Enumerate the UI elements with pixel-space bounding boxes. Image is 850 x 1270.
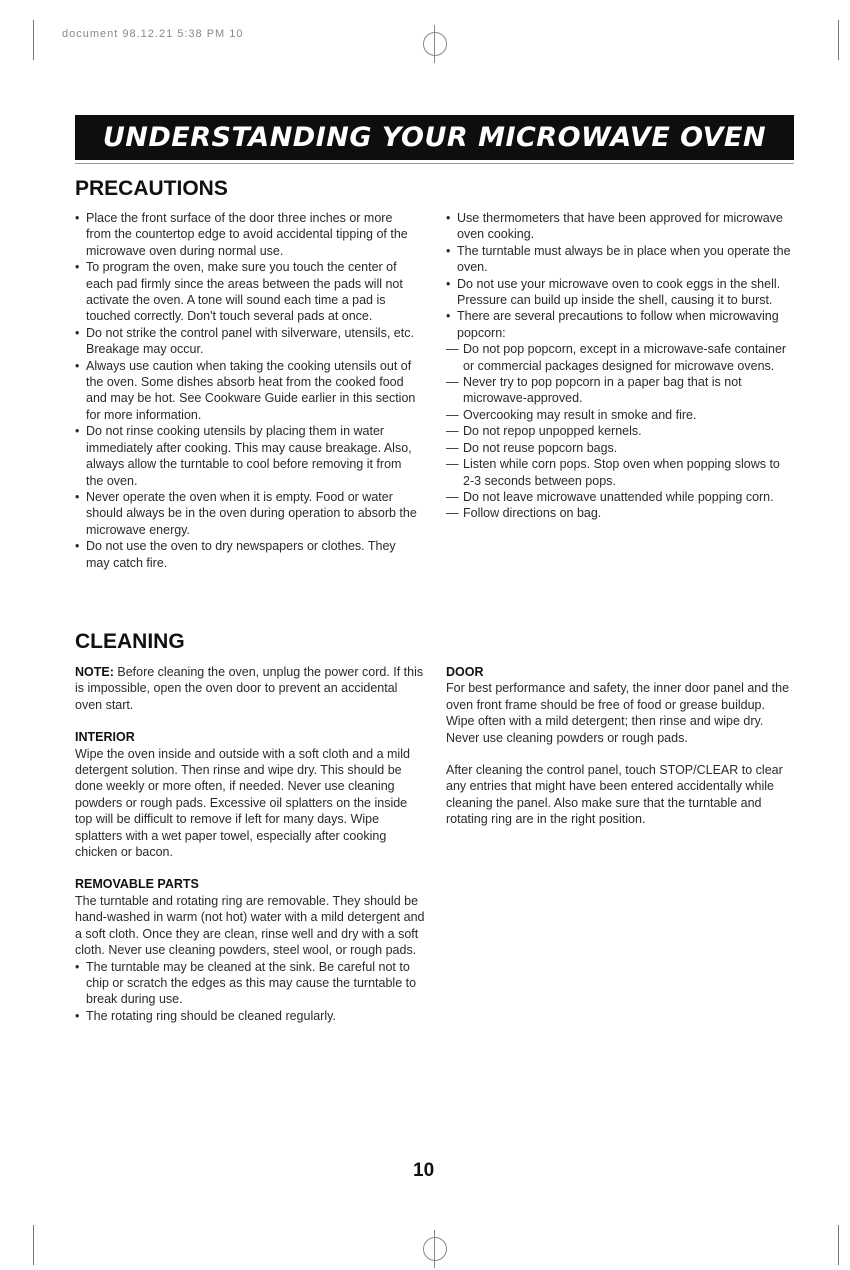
door-text: For best performance and safety, the inner door panel and the oven front frame should be free of food or grease buildup. Wipe often with a mild detergent; then rinse and wipe dry. Never use cleaning powders or rough pads.	[446, 681, 790, 745]
precautions-heading: PRECAUTIONS	[75, 177, 228, 200]
list-item: • There are several precautions to follow when microwaving popcorn:	[446, 308, 794, 341]
page-banner-title: UNDERSTANDING YOUR MICROWAVE OVEN	[75, 115, 794, 160]
list-item: — Overcooking may result in smoke and fire.	[446, 407, 794, 423]
note-text: Before cleaning the oven, unplug the power cord. If this is impossible, open the oven door to prevent an accidental oven start.	[75, 665, 424, 712]
removable-parts-list	[75, 959, 425, 1025]
interior-text: Wipe the oven inside and outside with a soft cloth and a mild detergent solution. Then rinse and wipe dry. This should be done weekly or more often, if needed. Never use cleaning powders or rough pads. Excessive oil splatters on the inside top will be difficult to remove if left for many days. Wipe splatters with a wet paper towel, especially after cooking chicken or bacon.	[75, 746, 410, 860]
banner-divider	[75, 163, 794, 164]
registration-mark-bottom	[423, 1237, 447, 1261]
cleaning-note	[75, 664, 425, 713]
list-item: — Follow directions on bag.	[446, 505, 794, 521]
list-item: • Never operate the oven when it is empty. Food or water should always be in the oven during operation to absorb the microwave energy.	[75, 489, 420, 538]
cleaning-left-column	[75, 664, 425, 1024]
list-item: • Always use caution when taking the cooking utensils out of the oven. Some dishes absorb heat from the cooked food and may be hot. See Cookware Guide earlier in this section for more information.	[75, 358, 420, 424]
list-item: • The turntable must always be in place when you operate the oven.	[446, 243, 794, 276]
control-panel-cleaning-text: After cleaning the control panel, touch STOP/CLEAR to clear any entries that might have been entered accidentally while cleaning the panel. Also make sure that the turntable and rotating ring are in the right position.	[446, 763, 783, 827]
list-item: • The rotating ring should be cleaned regularly.	[75, 1008, 425, 1024]
cleaning-right-column	[446, 664, 794, 828]
list-item: • Place the front surface of the door three inches or more from the countertop edge to avoid accidental tipping of the microwave oven during normal use.	[75, 210, 420, 259]
list-item: — Do not leave microwave unattended while popping corn.	[446, 489, 794, 505]
list-item: — Do not pop popcorn, except in a microwave-safe container or commercial packages designed for microwave ovens.	[446, 341, 794, 374]
crop-mark-left-bottom	[33, 1225, 34, 1265]
precautions-left-list	[75, 210, 420, 571]
cleaning-heading: CLEANING	[75, 630, 185, 653]
list-item: • Do not use your microwave oven to cook eggs in the shell. Pressure can build up inside the shell, causing it to burst.	[446, 276, 794, 309]
list-item: • Do not use the oven to dry newspapers or clothes. They may catch fire.	[75, 538, 420, 571]
registration-mark-top	[423, 32, 447, 56]
print-header-text: document 98.12.21 5:38 PM 10	[62, 28, 244, 40]
note-label: NOTE:	[75, 665, 114, 679]
list-item: — Do not repop unpopped kernels.	[446, 423, 794, 439]
list-item: • The turntable may be cleaned at the sink. Be careful not to chip or scratch the edges as this may cause the turntable to break during use.	[75, 959, 425, 1008]
removable-parts-text: The turntable and rotating ring are removable. They should be hand-washed in warm (not hot) water with a mild detergent and a soft cloth. Once they are clean, rinse well and dry with a soft cloth. Never use cleaning powders, steel wool, or rough pads.	[75, 893, 425, 958]
interior-heading: INTERIOR	[75, 730, 135, 745]
list-item: • Do not strike the control panel with silverware, utensils, etc. Breakage may occur.	[75, 325, 420, 358]
list-item: • To program the oven, make sure you touch the center of each pad firmly since the areas between the pads will not activate the oven. A tone will sound each time a pad is touched correctly. Don't touch several pads at once.	[75, 259, 420, 325]
list-item: — Do not reuse popcorn bags.	[446, 440, 794, 456]
crop-mark-left-top	[33, 20, 34, 60]
removable-parts-heading: REMOVABLE PARTS	[75, 877, 199, 892]
precautions-right-column	[446, 210, 794, 522]
list-item: — Never try to pop popcorn in a paper bag that is not microwave-approved.	[446, 374, 794, 407]
list-item: • Do not rinse cooking utensils by placing them in water immediately after cooking. This may cause breakage. Also, always allow the turntable to cool before removing it from the oven.	[75, 423, 420, 489]
crop-mark-right-bottom	[838, 1225, 839, 1265]
page-number: 10	[413, 1160, 435, 1181]
precautions-left-column	[75, 210, 420, 571]
list-item: — Listen while corn pops. Stop oven when popping slows to 2-3 seconds between pops.	[446, 456, 794, 489]
precautions-right-list	[446, 210, 794, 341]
popcorn-precautions-list	[446, 341, 794, 521]
crop-mark-right-top	[838, 20, 839, 60]
list-item: • Use thermometers that have been approved for microwave oven cooking.	[446, 210, 794, 243]
door-heading: DOOR	[446, 665, 484, 679]
